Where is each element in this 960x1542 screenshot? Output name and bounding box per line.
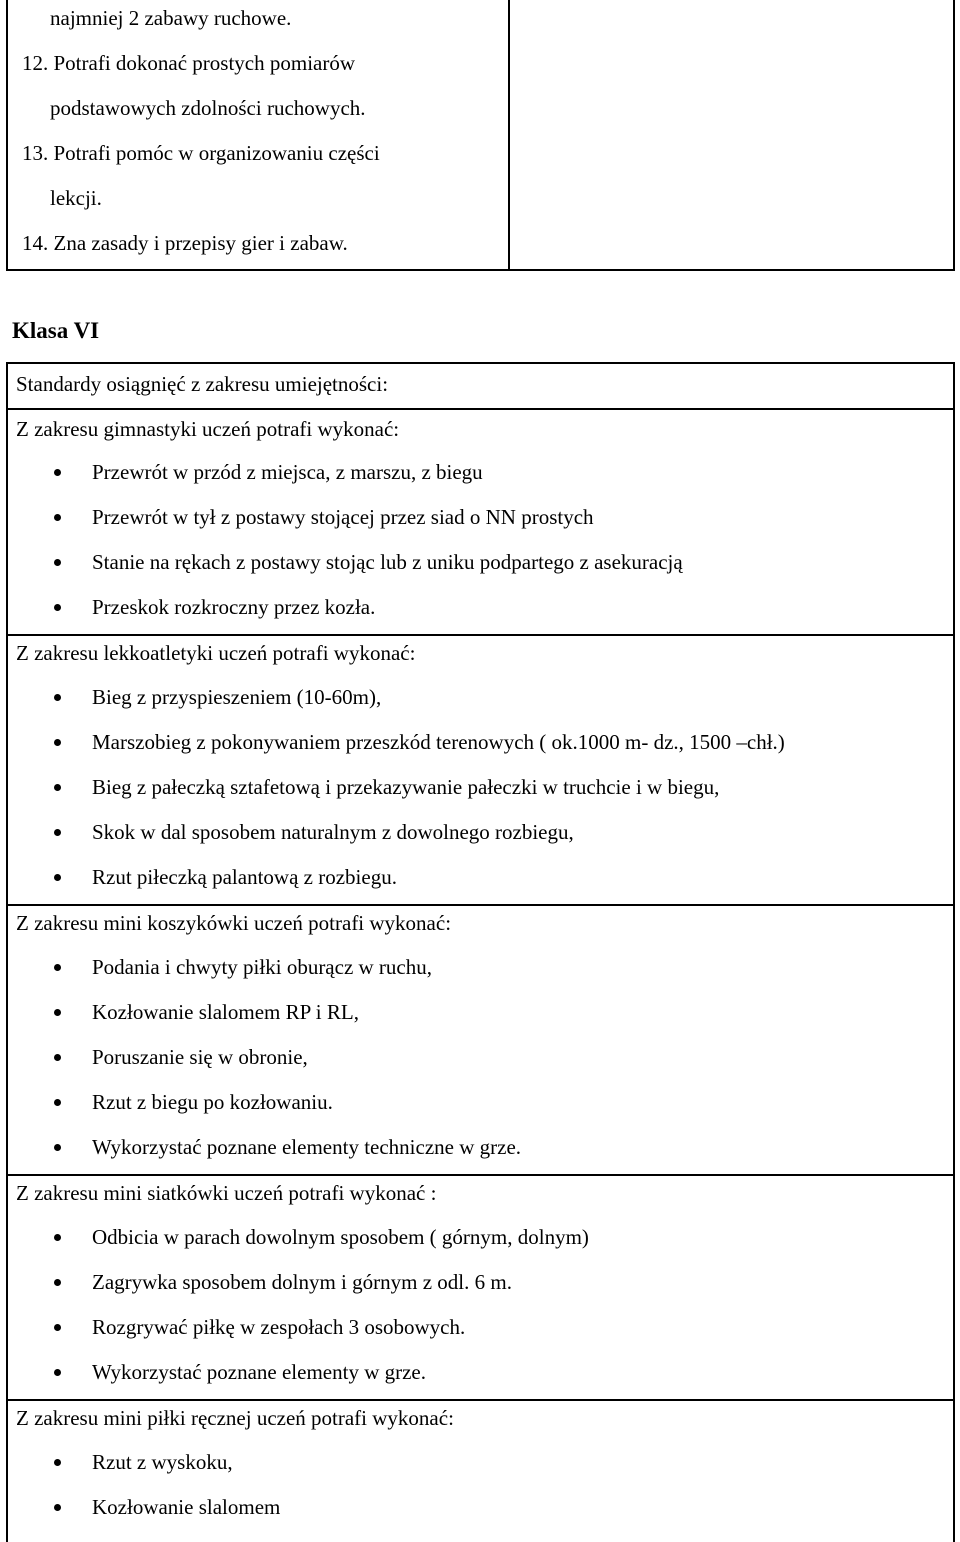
row-divider [8,634,953,636]
column-divider [508,0,510,269]
top-line: najmniej 2 zabawy ruchowe. [50,6,292,30]
bullet-icon [54,1009,61,1016]
bullet-icon [54,514,61,521]
bullet-icon [54,1099,61,1106]
bullet-icon [54,829,61,836]
section-heading-handball: Z zakresu mini piłki ręcznej uczeń potrafi wykonać: [16,1406,454,1430]
bullet-icon [54,964,61,971]
section-heading-gymnastics: Z zakresu gimnastyki uczeń potrafi wykonać: [16,417,400,441]
bullet-icon [54,1324,61,1331]
bullet-icon [54,1504,61,1511]
top-line: 13. Potrafi pomóc w organizowaniu części [22,141,380,165]
row-divider [8,1174,953,1176]
top-line: lekcji. [50,186,102,210]
bullet-icon [54,694,61,701]
top-line: 14. Zna zasady i przepisy gier i zabaw. [22,231,348,255]
bullet-icon [54,1459,61,1466]
section-heading-volleyball: Z zakresu mini siatkówki uczeń potrafi wykonać : [16,1181,437,1205]
bullet-icon [54,604,61,611]
section-heading-athletics: Z zakresu lekkoatletyki uczeń potrafi wykonać: [16,641,416,665]
class-heading: Klasa VI [12,318,100,343]
bullet-icon [54,1054,61,1061]
skills-table: Standardy osiągnięć z zakresu umiejętności: Z zakresu gimnastyki uczeń potrafi wykonać: Przewrót w przód z miejsca, z marszu, z biegu Przewrót w tył z postawy stojącej przez siad o NN prostych Stanie na rękach z postawy stojąc lub z uniku podpartego z asekuracją Przeskok rozkroczny przez kozła. Z zakresu lekkoatletyki uczeń potrafi wykonać: Bieg z przyspieszeniem (10-60m), Marszobieg z pokonywaniem przeszkód terenowych ( ok.1000 m- dz., 1500 –chł.) Bieg z pałeczką sztafetową i przekazywanie pałeczki w truchcie i w biegu, Skok w dal sposobem naturalnym z dowolnego rozbiegu, Rzut piłeczką palantową z rozbiegu. Z zakresu mini koszykówki uczeń potrafi wykonać: Podania i chwyty piłki oburącz w ruchu, Kozłowanie slalomem RP i RL, Poruszanie się w obronie, Rzut z biegu po kozłowaniu. Wykorzystać poznane elementy techniczne w grze. Z zakresu mini siatkówki uczeń potrafi wykonać : Odbicia w parach dowolnym sposobem ( górnym, dolnym) Zagrywka sposobem dolnym i górnym z odl. 6 m. Rozgrywać piłkę w zespołach 3 osobowych. Wykorzystać poznane elementy w grze. Z zakresu mini piłki ręcznej uczeń potrafi wykonać: Rzut z wyskoku, Kozłowanie slalomem [6,362,955,1542]
bullet-icon [54,784,61,791]
bullet-icon [54,469,61,476]
bullet-icon [54,874,61,881]
bullet-icon [54,559,61,566]
table-header: Standardy osiągnięć z zakresu umiejętności: [16,372,389,396]
section-heading-basketball: Z zakresu mini koszykówki uczeń potrafi wykonać: [16,911,452,935]
bullet-icon [54,1234,61,1241]
bullet-icon [54,1144,61,1151]
row-divider [8,904,953,906]
top-line: podstawowych zdolności ruchowych. [50,96,366,120]
row-divider [8,1399,953,1401]
bullet-icon [54,739,61,746]
top-line: 12. Potrafi dokonać prostych pomiarów [22,51,356,75]
row-divider [8,408,953,410]
bullet-icon [54,1279,61,1286]
bullet-icon [54,1369,61,1376]
